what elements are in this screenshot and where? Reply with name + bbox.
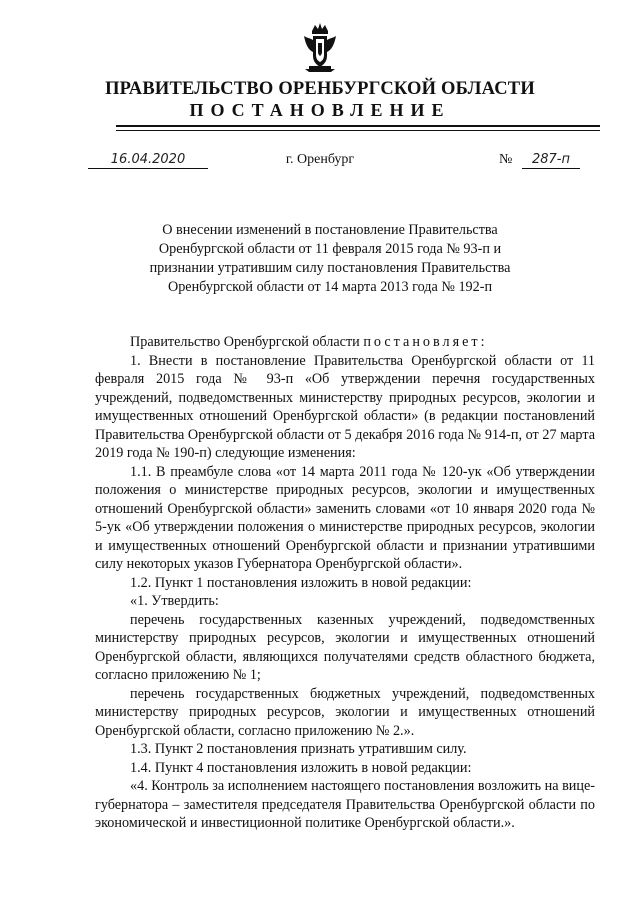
intro-text: Правительство Оренбургской области	[130, 334, 364, 350]
subject-line: О внесении изменений в постановление Правительства	[162, 222, 498, 238]
intro-resolves: постановляет:	[363, 334, 488, 350]
document-subject	[120, 221, 540, 297]
paragraph-1: 1. Внести в постановление Правительства Оренбургской области от 11 февраля 2015 года № 93-п «Об утверждении перечня государственных учреждений, подведомственных министерству природных ресурсов, экологии и имущественных отношений Оренбургской области» (в редакции постановлений Правительства Оренбургской области от 5 декабря 2016 года № 914-п, от 27 марта 2019 года № 190-п) следующие изменения:	[95, 352, 595, 461]
paragraph-1-2: 1.2. Пункт 1 постановления изложить в новой редакции:	[130, 574, 472, 591]
subject-line: Оренбургской области от 11 февраля 2015 года № 93-п и	[158, 241, 502, 257]
intro-paragraph	[95, 333, 595, 352]
coat-of-arms-icon	[301, 22, 339, 72]
document-number-label: №	[499, 152, 513, 167]
subject-line: Оренбургской области от 14 марта 2013 года № 192-п	[167, 279, 493, 295]
paragraph-1-4-a: «4. Контроль за исполнением настоящего постановления возложить на вице-губернатора – заместителя председателя Правительства Оренбургской области по экономической и инвестиционной политике Оренбургской области.».	[95, 778, 595, 831]
paragraph-1-2-b: перечень государственных казенных учреждений, подведомственных министерству природных ресурсов, экологии и имущественных отношений Оренбургской области, являющихся получателями средств областного бюджета, согласно приложению № 1;	[95, 611, 595, 683]
document-type: ПОСТАНОВЛЕНИЕ	[189, 100, 451, 120]
subject-line: признании утратившим силу постановления Правительства	[149, 260, 511, 276]
paragraph-1-1: 1.1. В преамбуле слова «от 14 марта 2011 года № 120-ук «Об утверждении положения о министерстве природных ресурсов, экологии и имущественных отношений Оренбургской области» заменить словами «от 10 января 2020 года № 5-ук «Об утверждении положения о министерстве природных ресурсов, экологии и имущественных отношений Оренбургской области и признании утратившими силу некоторых указов Губернатора Оренбургской области».	[95, 463, 595, 572]
organization-name: ПРАВИТЕЛЬСТВО ОРЕНБУРГСКОЙ ОБЛАСТИ	[105, 79, 535, 99]
paragraph-1-2-c: перечень государственных бюджетных учреждений, подведомственных министерству природных ресурсов, экологии и имущественных отношений Оренбургской области, согласно приложению № 2.».	[95, 685, 595, 739]
paragraph-1-2-a: «1. Утвердить:	[130, 593, 219, 609]
paragraph-1-4: 1.4. Пункт 4 постановления изложить в новой редакции:	[130, 759, 472, 776]
header-rule-thick	[116, 125, 600, 127]
document-number: 287-п	[522, 152, 580, 169]
document-body	[95, 333, 595, 833]
paragraph-1-3: 1.3. Пункт 2 постановления признать утратившим силу.	[130, 741, 467, 757]
header-rule-thin	[116, 130, 600, 131]
document-date: 16.04.2020	[88, 152, 208, 169]
document-city: г. Оренбург	[285, 152, 355, 167]
